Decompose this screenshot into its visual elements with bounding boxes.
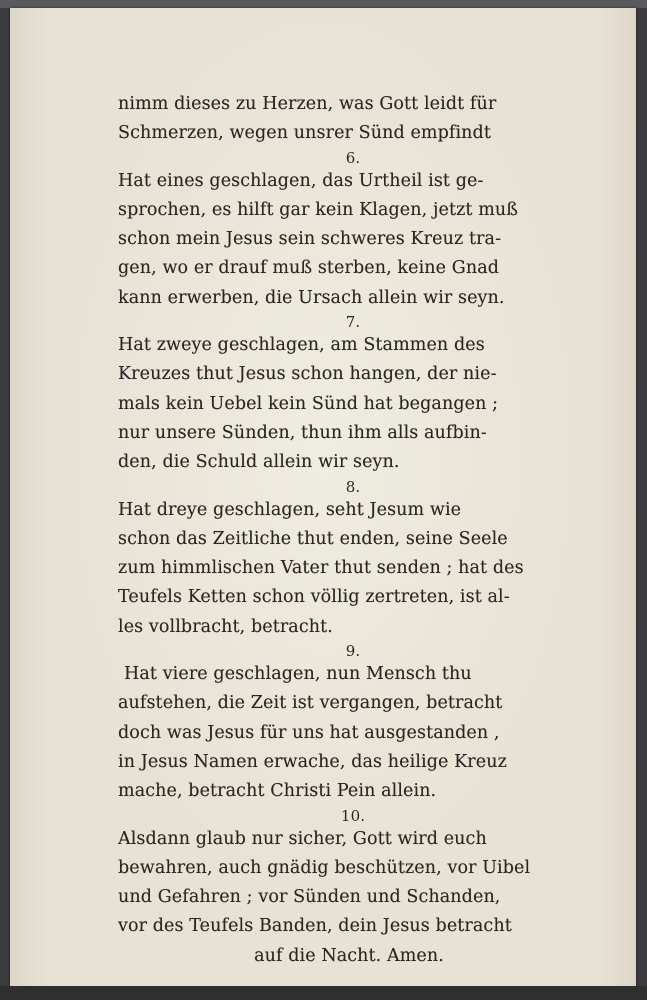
text-line: doch was Jesus für uns hat ausgestanden , (118, 722, 500, 743)
paper-sheet (10, 8, 636, 988)
verse-number: 6. (345, 148, 361, 167)
text-line: Hat zweye geschlagen, am Stammen des (118, 335, 485, 356)
text-line: mache, betracht Christi Pein allein. (118, 781, 437, 802)
text-line: und Gefahren ; vor Sünden und Schanden, (118, 887, 501, 908)
text-line: in Jesus Namen erwache, das heilige Kreuz (118, 751, 507, 772)
verse-number: 10. (340, 806, 366, 825)
text-line: mals kein Uebel kein Sünd hat begangen ; (118, 393, 499, 414)
scanner-backdrop-bottom (0, 986, 647, 1000)
text-line: gen, wo er drauf muß sterben, keine Gnad (118, 258, 500, 279)
text-line: aufstehen, die Zeit ist vergangen, betracht (118, 693, 503, 714)
text-line: schon das Zeitliche thut enden, seine Seele (118, 528, 508, 549)
text-line: Hat dreye geschlagen, seht Jesum wie (118, 499, 462, 520)
verse-number: 9. (345, 642, 361, 661)
text-line: vor des Teufels Banden, dein Jesus betracht (118, 916, 512, 937)
scanner-backdrop-top (0, 0, 647, 8)
text-line: Schmerzen, wegen unsrer Sünd empfindt (118, 123, 491, 144)
text-line: zum himmlischen Vater thut senden ; hat des (118, 558, 524, 579)
text-line: Alsdann glaub nur sicher, Gott wird euch (118, 828, 487, 849)
text-line: Kreuzes thut Jesus schon hangen, der nie- (118, 364, 497, 385)
text-line: den, die Schuld allein wir seyn. (118, 452, 400, 473)
text-line: Hat eines geschlagen, das Urtheil ist ge- (118, 170, 484, 191)
text-line: schon mein Jesus sein schweres Kreuz tra- (118, 229, 502, 250)
text-line: nimm dieses zu Herzen, was Gott leidt für (118, 94, 497, 114)
text-line: nur unsere Sünden, thun ihm alls aufbin- (118, 422, 487, 443)
text-line: Teufels Ketten schon völlig zertreten, ist al- (118, 587, 510, 608)
text-line: Hat viere geschlagen, nun Mensch thu (124, 664, 472, 685)
text-line: bewahren, auch gnädig beschützen, vor Uibel (118, 857, 531, 878)
text-line: auf die Nacht. Amen. (254, 945, 444, 966)
text-line: les vollbracht, betracht. (118, 616, 333, 637)
text-line: sprochen, es hilft gar kein Klagen, jetzt muß (118, 199, 519, 220)
text-line: kann erwerben, die Ursach allein wir seyn. (118, 287, 505, 308)
verse-number: 7. (345, 313, 361, 332)
verse-number: 8. (345, 477, 361, 496)
hymn-text (118, 90, 588, 971)
